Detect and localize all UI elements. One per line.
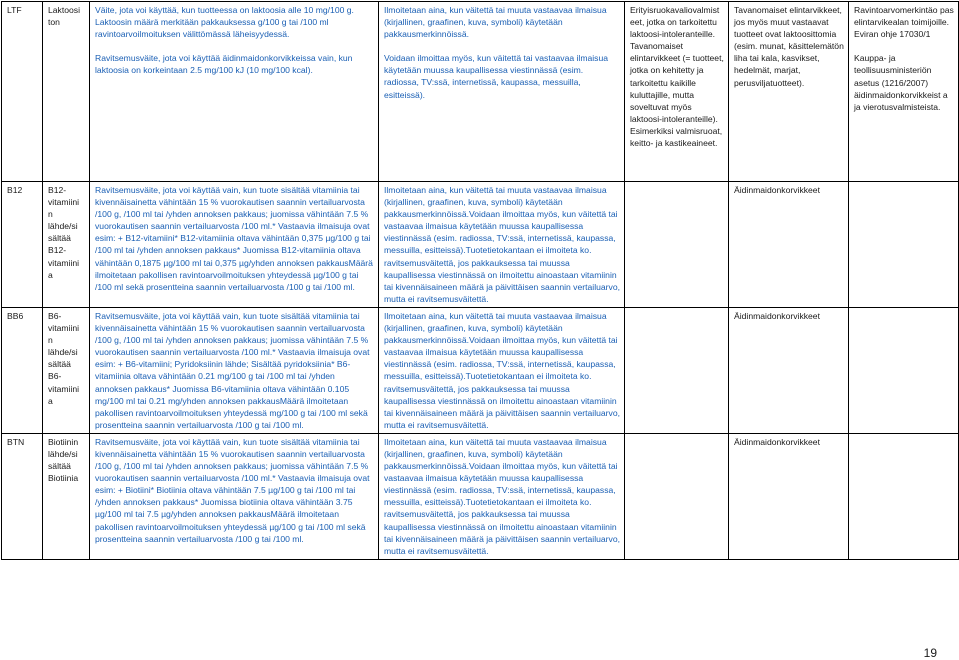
marking-cell: Ilmoitetaan aina, kun väitettä tai muuta vastaavaa ilmaisua (kirjallinen, graafinen, kuva, symboli) käytetään pakkausmerkinnöissä.Voidaan ilmoittaa myös, kun väitettä tai vastaavaa ilmaisua käytetään muussa kaupallisessa viestinnässä (esim. radiossa, TV:ssä, internetissä, kaupassa, messuilla, esitteissä).Tuotetietokantaan ei ilmoiteta ko. ravitsemusväitettä, jos pakkauksessa tai muussa kaupallisessa viestinnässä on ilmoitettu ainoastaan vitamiinin tai kivennäisaineen määrä ja päivittäisen saannin vertailuarvo, mutta ei ravitsemusväitettä. [379,182,625,308]
code-cell: BTN [2,433,43,559]
special-diet-cell [625,433,729,559]
code-cell: LTF [2,2,43,182]
page-number: 19 [923,645,937,660]
claim-name-cell: B6- vitamiini n lähde/si sältää B6- vitamiini a [43,307,90,433]
code-cell: B12 [2,182,43,308]
claim-name-cell: Laktoosi ton [43,2,90,182]
note-cell [849,433,959,559]
conventional-food-cell: Äidinmaidonkorvikkeet [729,433,849,559]
table-row-bb6 [2,307,959,433]
table-row-ltf [2,2,959,182]
claim-name-cell: Biotiinin lähde/si sältää Biotiinia [43,433,90,559]
table-row-b12 [2,182,959,308]
marking-cell: Ilmoitetaan aina, kun väitettä tai muuta vastaavaa ilmaisua (kirjallinen, graafinen, kuva, symboli) käytetään pakkausmerkinnöissä. Voidaan ilmoittaa myös, kun väitettä tai vastaavaa ilmaisua käytetään muussa kaupallisessa viestinnässä (esim. radiossa, TV:ssä, internetissä, kaupassa, messuilla, esitteissä). [379,2,625,182]
marking-cell: Ilmoitetaan aina, kun väitettä tai muuta vastaavaa ilmaisua (kirjallinen, graafinen, kuva, symboli) käytetään pakkausmerkinnöissä.Voidaan ilmoittaa myös, kun väitettä tai vastaavaa ilmaisua käytetään muussa kaupallisessa viestinnässä (esim. radiossa, TV:ssä, internetissä, kaupassa, messuilla, esitteissä).Tuotetietokantaan ei ilmoiteta ko. ravitsemusväitettä, jos pakkauksessa tai muussa kaupallisessa viestinnässä on ilmoitettu ainoastaan vitamiinin tai kivennäisaineen määrä ja päivittäisen saannin vertailuarvo, mutta ei ravitsemusväitettä. [379,307,625,433]
marking-cell: Ilmoitetaan aina, kun väitettä tai muuta vastaavaa ilmaisua (kirjallinen, graafinen, kuva, symboli) käytetään pakkausmerkinnöissä.Voidaan ilmoittaa myös, kun väitettä tai vastaavaa ilmaisua käytetään muussa kaupallisessa viestinnässä (esim. radiossa, TV:ssä, internetissä, kaupassa, messuilla, esitteissä).Tuotetietokantaan ei ilmoiteta ko. ravitsemusväitettä, jos pakkauksessa tai muussa kaupallisessa viestinnässä on ilmoitettu ainoastaan vitamiinin tai kivennäisaineen määrä ja päivittäisen saannin vertailuarvo, mutta ei ravitsemusväitettä. [379,433,625,559]
claim-condition-cell: Väite, jota voi käyttää, kun tuotteessa on laktoosia alle 10 mg/100 g. Laktoosin määrä merkitään pakkauksessa g/100 g tai /100 ml ravintoarvoilmoituksen välittömässä läheisyydessä. Ravitsemusväite, jota voi käyttää äidinmaidonkorvikkeissa vain, kun laktoosia on korkeintaan 2.5 mg/100 kJ (10 mg/100 kcal). [90,2,379,182]
special-diet-cell: Erityisruokavaliovalmisteet, jotka on tarkoitettu laktoosi-intoleranteille. Tavanomaiset elintarvikkeet (= tuotteet, jotka on kehitetty ja tarkoitettu kaikille kuluttajille, mutta soveltuvat myös laktoosi-intoleranteille). Esimerkiksi valmisruoat, keitto- ja kastikeaineet. [625,2,729,182]
claim-condition-cell: Ravitsemusväite, jota voi käyttää vain, kun tuote sisältää vitamiinia tai kivennäisainetta vähintään 15 % vuorokautisen saannin vertailuarvosta /100 g, /100 ml tai /yhden annoksen pakkaus; juomissa vähintään 7.5 % vuorokautisen saannin vertailuarvosta /100 ml.* Vastaavia ilmaisuja ovat esim: + B12-vitamiini* B12-vitamiinia oltava vähintään 0,375 µg/100 g tai /100 ml tai /yhden annoksen pakkaus* Juomissa B12-vitamiinia oltava vähintään 0,1875 µg/100 ml tai 0,375 µg/yhden annoksen pakkausMäärä ilmoitetaan pakollisen ravintoarvoilmoituksen yhteydessä µg/100 g tai /100 ml sekä prosentteina saannin vertailuarvosta /100 g tai /100 ml. [90,182,379,308]
claim-condition-cell: Ravitsemusväite, jota voi käyttää vain, kun tuote sisältää vitamiinia tai kivennäisainetta vähintään 15 % vuorokautisen saannin vertailuarvosta /100 g, /100 ml tai /yhden annoksen pakkaus; juomissa vähintään 7.5 % vuorokautisen saannin vertailuarvosta /100 ml.* Vastaavia ilmaisuja ovat esim: + Biotiini* Biotiinia oltava vähintään 7.5 µg/100 g tai /100 ml tai /yhden annoksen pakkaus* Juomissa biotiinia oltava vähintään 3.75 µg/100 ml tai 7.5 µg/yhden annoksen pakkausMäärä ilmoitetaan pakollisen ravintoarvoilmoituksen yhteydessä µg/100 g tai /100 ml sekä prosentteina saannin vertailuarvosta /100 g tai /100 ml. [90,433,379,559]
conventional-food-cell: Tavanomaiset elintarvikkeet, jos myös muut vastaavat tuotteet ovat laktoosittomia (esim. munat, käsittelemätön liha tai kala, kasvikset, hedelmät, marjat, perusviljatuotteet). [729,2,849,182]
special-diet-cell [625,307,729,433]
conventional-food-cell: Äidinmaidonkorvikkeet [729,307,849,433]
note-cell [849,307,959,433]
conventional-food-cell: Äidinmaidonkorvikkeet [729,182,849,308]
note-cell: Ravintoarvomerkintäo pas elintarvikealan toimijoille. Eviran ohje 17030/1 Kauppa- ja teollisuusministeriön asetus (1216/2007) äidinmaidonkorvikkeist a ja vierotusvalmisteista. [849,2,959,182]
claim-name-cell: B12- vitamiini n lähde/si sältää B12- vitamiini a [43,182,90,308]
special-diet-cell [625,182,729,308]
note-cell [849,182,959,308]
claim-condition-cell: Ravitsemusväite, jota voi käyttää vain, kun tuote sisältää vitamiinia tai kivennäisainetta vähintään 15 % vuorokautisen saannin vertailuarvosta /100 g, /100 ml tai /yhden annoksen pakkaus; juomissa vähintään 7.5 % vuorokautisen saannin vertailuarvosta /100 ml.* Vastaavia ilmaisuja ovat esim: + B6-vitamiini; Pyridoksiinin lähde; Sisältää pyridoksiinia* B6-vitamiinia oltava vähintään 0.21 mg/100 g tai /100 ml tai /yhden annoksen pakkaus* Juomissa B6-vitamiinia oltava vähintään 0.105 mg/100 ml tai 0.21 mg/yhden annoksen pakkausMäärä ilmoitetaan pakollisen ravintoarvoilmoituksen yhteydessä mg/100 g tai /100 ml sekä prosentteina saannin vertailuarvosta /100 g tai /100 ml. [90,307,379,433]
claims-table [1,1,959,560]
table-row-btn [2,433,959,559]
code-cell: BB6 [2,307,43,433]
